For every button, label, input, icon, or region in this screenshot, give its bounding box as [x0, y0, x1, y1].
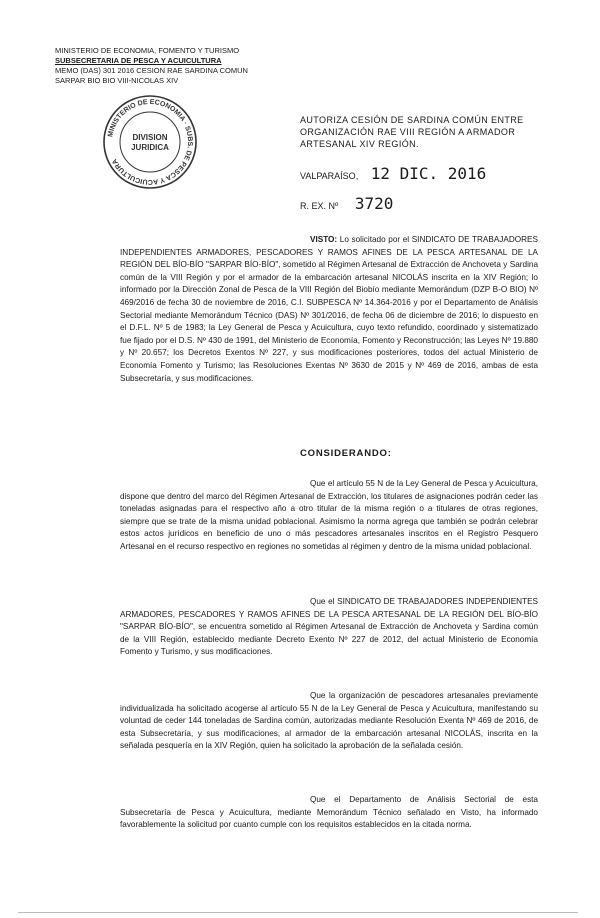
- resolution-subject: AUTORIZA CESIÓN DE SARDINA COMÚN ENTRE ORGANIZACIÓN RAE VIII REGIÓN A ARMADOR ARTESANAL XIV REGIÓN.: [300, 115, 524, 149]
- considerando-paragraph-4: [120, 794, 538, 832]
- considerando-paragraph-2: [120, 596, 538, 659]
- considerando-heading: CONSIDERANDO:: [300, 448, 392, 459]
- considerando-paragraph-3: [120, 690, 538, 753]
- date-stamp: 12 DIC. 2016: [370, 164, 487, 183]
- subsecretaria-name: SUBSECRETARIA DE PESCA Y ACUICULTURA: [55, 56, 222, 65]
- paragraph-text: Que el artículo 55 N de la Ley General de Pesca y Acuicultura, dispone que dentro del marco del Régimen Artesanal de Extracción, los titulares de asignaciones podrán ceder las toneladas asignadas para el respectivo año a otro titular de la misma región o a titulares de otras regiones, siempre que se trate de la misma unidad poblacional. Asimismo la norma agrega que también se podrán celebrar estos actos jurídicos en beneficio de uno o más pescadores artesanales inscritos en el Registro Pesquero Artesanal en el recurso respectivo en regiones no sometidas al régimen y dentro de la misma unidad poblacional.: [120, 479, 538, 551]
- page-bottom-rule: [18, 912, 578, 913]
- memo-reference: MEMO (DAS) 301 2016 CESION RAE SARDINA COMUN: [55, 66, 248, 75]
- paragraph-text: Que el SINDICATO DE TRABAJADORES INDEPENDIENTES ARMADORES, PESCADORES Y RAMOS AFINES DE LA PESCA ARTESANAL DE LA REGIÓN DEL BÍO-BÍO "SARPAR BÍO-BÍO", se encuentra sometido al Régimen Artesanal de Extracción de Anchoveta y Sardina común de la VIII Región, establecido mediante Decreto Exento Nº 227 de 2012, del actual Ministerio de Economía Fomento y Turismo, y sus modificaciones.: [120, 597, 538, 657]
- considerando-paragraph-1: [120, 478, 538, 554]
- visto-label: VISTO:: [310, 235, 338, 244]
- stamp-ring-text: MINISTERIO DE ECONOMIA · SUBS. DE PESCA Y ACUICULTURA: [107, 98, 194, 186]
- resolution-number-line: [300, 194, 393, 213]
- stamp-center-line2: JURIDICA: [131, 143, 169, 152]
- date-line: [300, 164, 486, 183]
- place-label: VALPARAÍSO,: [300, 171, 359, 181]
- resolution-number: 3720: [354, 194, 394, 213]
- visto-section: [120, 234, 538, 385]
- division-juridica-stamp: [100, 92, 200, 192]
- paragraph-text: Que la organización de pescadores artesanales previamente individualizada ha solicitado acogerse al artículo 55 N de la Ley General de Pesca y Acuicultura, manifestando su voluntad de ceder 144 toneladas de Sardina común, autorizadas mediante Resolución Exenta Nº 469 de 2016, de esta Subsecretaría, y sus modificaciones, al armador de la embarcación artesanal NICOLÁS, inscrita en la señalada pesquería en la XIV Región, quien ha solicitado la aprobación de la señalada cesión.: [120, 691, 538, 751]
- case-reference: SARPAR BIO BIO VIII-NICOLAS XIV: [55, 76, 179, 85]
- letterhead: [55, 46, 248, 86]
- paragraph-text: Que el Departamento de Análisis Sectorial de esta Subsecretaría de Pesca y Acuicultura, mediante Memorándum Técnico señalado en Visto, ha informado favorablemente la solicitud por cuanto cumple con los requisitos establecidos en la citada norma.: [120, 795, 538, 830]
- stamp-center-line1: DIVISION: [132, 133, 168, 142]
- ministry-name: MINISTERIO DE ECONOMIA, FOMENTO Y TURISMO: [55, 46, 240, 55]
- rex-label: R. EX. Nº: [300, 201, 339, 211]
- visto-text: Lo solicitado por el SINDICATO DE TRABAJADORES INDEPENDIENTES ARMADORES, PESCADORES Y RAMOS AFINES DE LA PESCA ARTESANAL DE LA REGIÓN DEL BÍO-BÍO "SARPAR BÍO-BÍO", sometido al Régimen Artesanal de Extracción de Anchoveta y Sardina común de la VIII Región y por el armador de la embarcación artesanal NICOLÁS inscrita en la XIV Región; lo informado por la Dirección Zonal de Pesca de la VIII Región del Biobío mediante Memorándum (DZP B-O BIO) Nº 469/2016 de fecha 30 de noviembre de 2016, C.I. SUBPESCA Nº 14.364-2016 y por el Departamento de Análisis Sectorial mediante Memorándum Técnico (DAS) Nº 301/2016, de fecha 06 de diciembre de 2016; lo dispuesto en el D.F.L. Nº 5 de 1983; la Ley General de Pesca y Acuicultura, cuyo texto refundido, coordinado y sistematizado fue fijado por el D.S. Nº 430 de 1991, del Ministerio de Economía, Fomento y Reconstrucción; las Leyes Nº 19.880 y Nº 20.657; los Decretos Exentos Nº 227, y sus modificaciones posteriores, todos del actual Ministerio de Economía Fomento y Turismo; las Resoluciones Exentas Nº 3630 de 2015 y Nº 469 de 2016, ambas de esta Subsecretaría, y sus modificaciones.: [120, 235, 538, 383]
